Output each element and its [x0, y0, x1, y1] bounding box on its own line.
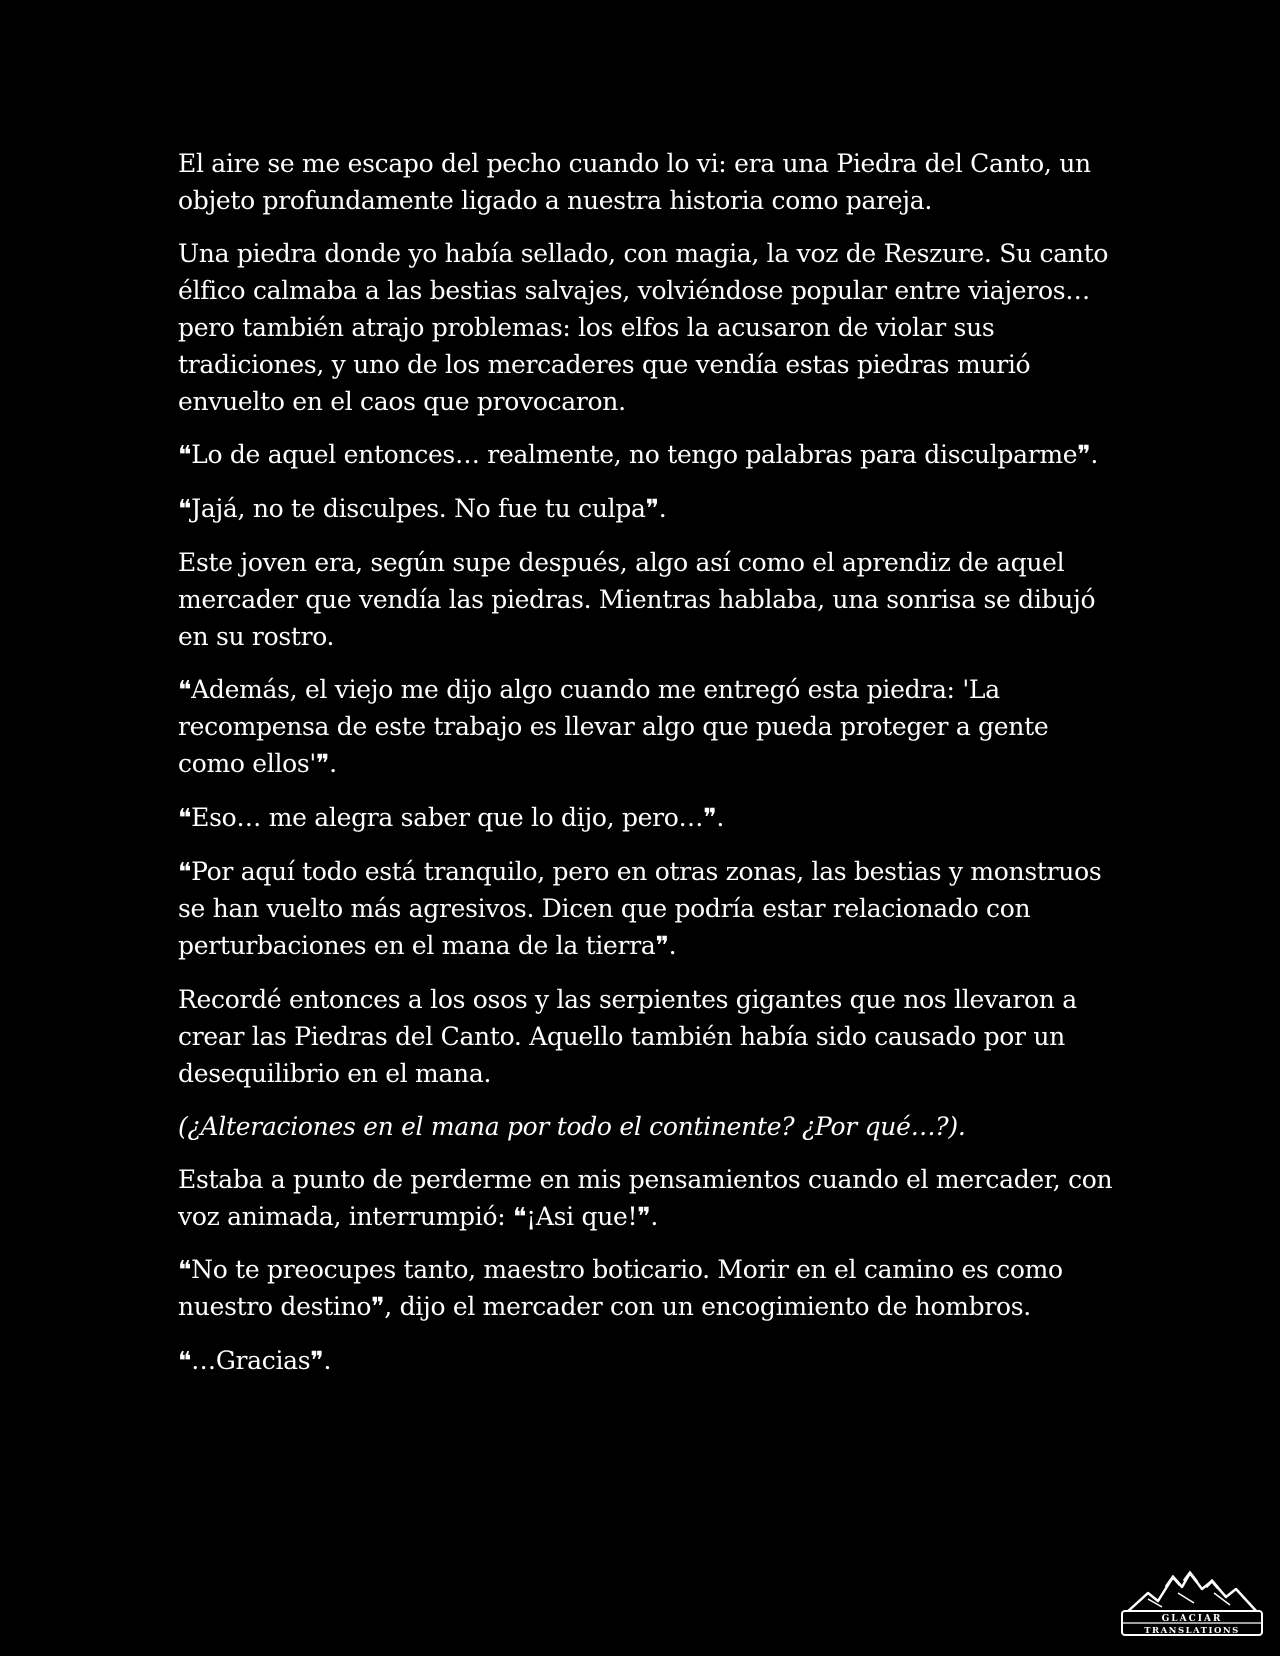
dialogue-3: ❝Además, el viejo me dijo algo cuando me entregó esta piedra: 'La recompensa de este trabajo es llevar algo que pueda proteger a gente como ellos'❞. — [178, 675, 1049, 778]
paragraph-4: Recordé entonces a los osos y las serpientes gigantes que nos llevaron a crear las Piedras del Canto. Aquello también había sido causado por un desequilibrio en el mana. — [178, 985, 1077, 1088]
dialogue-4: ❝Eso… me alegra saber que lo dijo, pero…❞. — [178, 803, 725, 832]
dialogue-5: ❝Por aquí todo está tranquilo, pero en otras zonas, las bestias y monstruos se han vuelto más agresivos. Dicen que podría estar relacionado con perturbaciones en el mana de la tierra❞. — [178, 857, 1102, 960]
thought-italic: (¿Alteraciones en el mana por todo el continente? ¿Por qué…?). — [178, 1112, 966, 1141]
chapter-text — [178, 145, 1118, 1396]
paragraph-5: Estaba a punto de perderme en mis pensamientos cuando el mercader, con voz animada, interrumpió: ❝¡Asi que!❞. — [178, 1165, 1113, 1231]
paragraph-3: Este joven era, según supe después, algo así como el aprendiz de aquel mercader que vendía las piedras. Mientras hablaba, una sonrisa se dibujó en su rostro. — [178, 548, 1096, 651]
paragraph-2: Una piedra donde yo había sellado, con magia, la voz de Reszure. Su canto élfico calmaba a las bestias salvajes, volviéndose popular entre viajeros… pero también atrajo problemas: los elfos la acusaron de violar sus tradiciones, y uno de los mercaderes que vendía estas piedras murió envuelto en el caos que provocaron. — [178, 239, 1109, 416]
logo-line1: GLACIAR — [1161, 1614, 1223, 1624]
mountain-logo-icon — [1118, 1563, 1266, 1639]
dialogue-7: ❝…Gracias❞. — [178, 1346, 332, 1375]
glaciar-translations-logo — [1118, 1563, 1266, 1639]
dialogue-2: ❝Jajá, no te disculpes. No fue tu culpa❞. — [178, 494, 667, 523]
paragraph-1: El aire se me escapo del pecho cuando lo vi: era una Piedra del Canto, un objeto profundamente ligado a nuestra historia como pareja. — [178, 149, 1091, 215]
dialogue-1: ❝Lo de aquel entonces… realmente, no tengo palabras para disculparme❞. — [178, 440, 1099, 469]
dialogue-6: ❝No te preocupes tanto, maestro boticario. Morir en el camino es como nuestro destino❞, dijo el mercader con un encogimiento de hombros. — [178, 1255, 1063, 1321]
logo-line2: TRANSLATIONS — [1144, 1626, 1240, 1636]
